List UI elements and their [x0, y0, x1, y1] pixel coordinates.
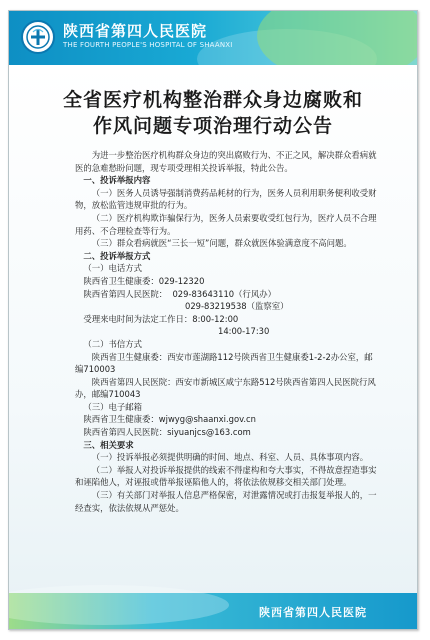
- footer-hospital-name: 陕西省第四人民医院: [259, 606, 367, 619]
- notice-title-line2: 作风问题专项治理行动公告: [92, 115, 333, 137]
- header-decoration-green: [257, 11, 417, 65]
- section-1-heading: 一、投诉举报内容: [83, 175, 151, 186]
- section-1-item-3: （三）群众看病就医“三长一短”问题，群众就医体验满意度不高问题。: [91, 238, 352, 249]
- phone-line-health-commission: 陕西省卫生健康委：029-12320: [83, 275, 205, 286]
- notice-body: [75, 149, 381, 514]
- section-3-heading: 三、相关要求: [83, 439, 134, 450]
- email-line-health-commission: 陕西省卫生健康委：wjwyg@shaanxi.gov.cn: [83, 414, 256, 425]
- section-1-item-2: （二）医疗机构欺诈骗保行为，医务人员索要收受红包行为，医疗人员不合理用药、不合理检查等行为。: [75, 212, 377, 236]
- email-method-heading: （三）电子邮箱: [83, 401, 143, 412]
- letter-method-heading: （二）书信方式: [83, 338, 143, 349]
- letter-line-health-commission: 陕西省卫生健康委：西安市莲湖路112号陕西省卫生健康委1-2-2办公室，邮编710003: [75, 351, 373, 375]
- phone-line-hospital-1: 陕西省第四人民医院： 029-83643110（行风办）: [83, 288, 276, 299]
- section-3-item-2: （二）举报人对投诉举报提供的线索不得虚构和夸大事实，不得故意捏造事实和诬陷他人，对诬报或借举报诬陷他人的，将依法依规移交相关部门处理。: [75, 464, 377, 488]
- hospital-english-name: THE FOURTH PEOPLE'S HOSPITAL OF SHAANXI: [63, 41, 233, 49]
- section-3-item-3: （三）有关部门对举报人信息严格保密，对泄露情况或打击报复举报人的，一经查实，依法依规从严惩处。: [75, 490, 377, 513]
- hours-line-2: 14:00-17:30: [218, 326, 270, 337]
- phone-line-hospital-2: 029-83219538（监察室）: [185, 301, 289, 312]
- email-line-hospital: 陕西省第四人民医院：siyuanjcs@163.com: [83, 427, 251, 438]
- footer-decoration: [8, 585, 229, 625]
- phone-method-heading: （一）电话方式: [83, 263, 143, 274]
- notice-title: [9, 87, 417, 139]
- intro-paragraph: 为进一步整治医疗机构群众身边的突出腐败行为、不正之风，解决群众看病就医的急难愁盼问题，现专项受理相关投诉举报，特此公告。: [75, 150, 377, 173]
- hospital-name: 陕西省第四人民医院: [63, 22, 208, 40]
- letter-line-hospital: 陕西省第四人民医院：西安市新城区咸宁东路512号陕西省第四人民医院行风办，邮编710043: [75, 376, 376, 400]
- hospital-logo-icon: [21, 20, 55, 54]
- section-1-item-1: （一）医务人员诱导强制消费药品耗材的行为，医务人员利用职务便利收受财物，放松监管违规审批的行为。: [75, 187, 377, 211]
- hours-line-1: 受理来电时间为法定工作日：8:00-12:00: [83, 313, 239, 324]
- header-banner: [9, 11, 417, 65]
- section-2-heading: 二、投诉举报方式: [83, 250, 151, 261]
- notice-title-line1: 全省医疗机构整治群众身边腐败和: [62, 89, 363, 111]
- footer-banner: [9, 593, 417, 629]
- notice-poster: [8, 10, 418, 630]
- section-3-item-1: （一）投诉举报必须提供明确的时间、地点、科室、人员、具体事项内容。: [91, 452, 369, 463]
